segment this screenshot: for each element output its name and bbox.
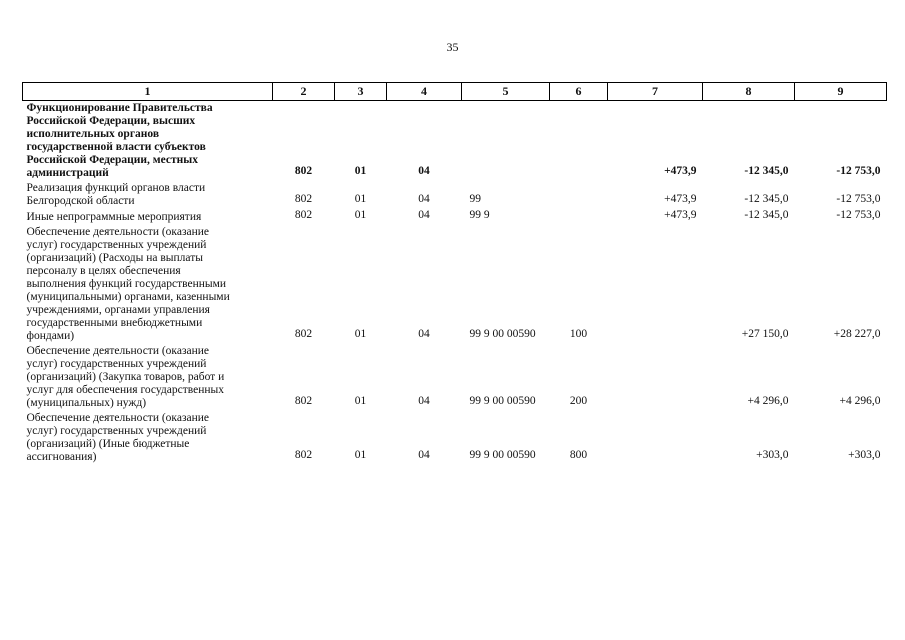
table-row bbox=[23, 344, 887, 411]
description-line: (муниципальных) нужд) bbox=[26, 397, 147, 409]
table-row bbox=[23, 209, 887, 225]
cell-expense-type: 800 bbox=[569, 449, 588, 461]
cell-ministry-code: 802 bbox=[294, 193, 313, 205]
cell-amount-2024: +27 150,0 bbox=[741, 328, 789, 340]
row-description bbox=[23, 209, 273, 225]
description-line: (организаций) (Расходы на выплаты bbox=[26, 252, 203, 264]
description-line: государственными внебюджетными bbox=[26, 317, 203, 329]
row-description bbox=[23, 101, 273, 182]
cell-target-article: 99 9 00 00590 bbox=[469, 395, 536, 407]
description-line: Обеспечение деятельности (оказание bbox=[26, 226, 210, 238]
description-line: ассигнования) bbox=[26, 451, 97, 463]
header-row bbox=[23, 83, 887, 101]
cell-target-article: 99 9 00 00590 bbox=[469, 328, 536, 340]
table-row bbox=[23, 225, 887, 344]
col-header-1: 1 bbox=[23, 83, 273, 101]
description-line: услуг для обеспечения государственных bbox=[26, 384, 224, 396]
cell-amount-2023 bbox=[608, 225, 703, 344]
description-line: выполнения функций государственными bbox=[26, 278, 227, 290]
row-description bbox=[23, 411, 273, 465]
cell-expense-type bbox=[550, 101, 608, 182]
cell-subsection: 04 bbox=[418, 209, 430, 221]
cell-ministry-code: 802 bbox=[294, 328, 313, 340]
cell-subsection: 04 bbox=[418, 395, 430, 407]
cell-section: 01 bbox=[354, 395, 367, 407]
description-line: исполнительных органов bbox=[26, 128, 160, 140]
cell-subsection: 04 bbox=[418, 193, 430, 205]
cell-section: 01 bbox=[354, 165, 367, 177]
description-line: Реализация функций органов власти bbox=[26, 182, 206, 194]
cell-ministry-code: 802 bbox=[294, 209, 313, 221]
budget-table bbox=[22, 82, 887, 465]
cell-ministry-code: 802 bbox=[294, 165, 313, 177]
description-line: фондами) bbox=[26, 330, 75, 342]
cell-ministry-code: 802 bbox=[294, 395, 313, 407]
col-header-9: 9 bbox=[795, 83, 887, 101]
row-description bbox=[23, 225, 273, 344]
cell-amount-2023: +473,9 bbox=[664, 165, 697, 177]
cell-amount-2024: -12 345,0 bbox=[744, 209, 789, 221]
description-line: Белгородской области bbox=[26, 195, 135, 207]
cell-expense-type: 200 bbox=[569, 395, 588, 407]
description-line: (организаций) (Закупка товаров, работ и bbox=[26, 371, 225, 383]
cell-amount-2025: -12 753,0 bbox=[836, 209, 881, 221]
description-line: Иные непрограммные мероприятия bbox=[26, 211, 202, 223]
col-header-4: 4 bbox=[387, 83, 462, 101]
cell-amount-2025: +303,0 bbox=[848, 449, 881, 461]
cell-amount-2025: -12 753,0 bbox=[836, 165, 881, 177]
col-header-8: 8 bbox=[703, 83, 795, 101]
table-row bbox=[23, 181, 887, 209]
table-row bbox=[23, 411, 887, 465]
page-number: 35 bbox=[446, 40, 459, 54]
description-line: Российской Федерации, местных bbox=[26, 154, 198, 166]
cell-ministry-code: 802 bbox=[294, 449, 313, 461]
description-line: (муниципальными) органами, казенными bbox=[26, 291, 230, 303]
description-line: (организаций) (Иные бюджетные bbox=[26, 438, 190, 450]
cell-amount-2025: +4 296,0 bbox=[839, 395, 881, 407]
cell-subsection: 04 bbox=[418, 165, 430, 177]
col-header-3: 3 bbox=[335, 83, 387, 101]
cell-expense-type bbox=[550, 181, 608, 209]
cell-amount-2023: +473,9 bbox=[664, 193, 697, 205]
row-description bbox=[23, 344, 273, 411]
cell-section: 01 bbox=[354, 449, 367, 461]
description-line: Функционирование Правительства bbox=[26, 102, 213, 114]
cell-amount-2023: +473,9 bbox=[664, 209, 697, 221]
description-line: Обеспечение деятельности (оказание bbox=[26, 412, 210, 424]
cell-amount-2024: +4 296,0 bbox=[747, 395, 789, 407]
cell-amount-2024: -12 345,0 bbox=[744, 193, 789, 205]
cell-amount-2025: +28 227,0 bbox=[833, 328, 881, 340]
description-line: администраций bbox=[26, 167, 109, 179]
cell-expense-type bbox=[550, 209, 608, 225]
cell-amount-2025: -12 753,0 bbox=[836, 193, 881, 205]
table-row bbox=[23, 101, 887, 182]
cell-subsection: 04 bbox=[418, 449, 430, 461]
cell-amount-2024: +303,0 bbox=[756, 449, 789, 461]
description-line: Российской Федерации, высших bbox=[26, 115, 196, 127]
cell-section: 01 bbox=[354, 209, 367, 221]
cell-amount-2023 bbox=[608, 344, 703, 411]
col-header-5: 5 bbox=[462, 83, 550, 101]
cell-amount-2023 bbox=[608, 411, 703, 465]
cell-target-article: 99 9 00 00590 bbox=[469, 449, 536, 461]
description-line: Обеспечение деятельности (оказание bbox=[26, 345, 210, 357]
cell-target-article bbox=[462, 101, 550, 182]
cell-section: 01 bbox=[354, 328, 367, 340]
description-line: персоналу в целях обеспечения bbox=[26, 265, 181, 277]
cell-target-article: 99 bbox=[469, 193, 481, 205]
cell-amount-2024: -12 345,0 bbox=[744, 165, 789, 177]
cell-section: 01 bbox=[354, 193, 367, 205]
description-line: учреждениями, органами управления bbox=[26, 304, 210, 316]
description-line: государственной власти субъектов bbox=[26, 141, 206, 153]
row-description bbox=[23, 181, 273, 209]
col-header-6: 6 bbox=[550, 83, 608, 101]
description-line: услуг) государственных учреждений bbox=[26, 425, 207, 437]
cell-subsection: 04 bbox=[418, 328, 430, 340]
cell-expense-type: 100 bbox=[569, 328, 588, 340]
description-line: услуг) государственных учреждений bbox=[26, 358, 207, 370]
description-line: услуг) государственных учреждений bbox=[26, 239, 207, 251]
col-header-2: 2 bbox=[273, 83, 335, 101]
cell-target-article: 99 9 bbox=[469, 209, 490, 221]
col-header-7: 7 bbox=[608, 83, 703, 101]
